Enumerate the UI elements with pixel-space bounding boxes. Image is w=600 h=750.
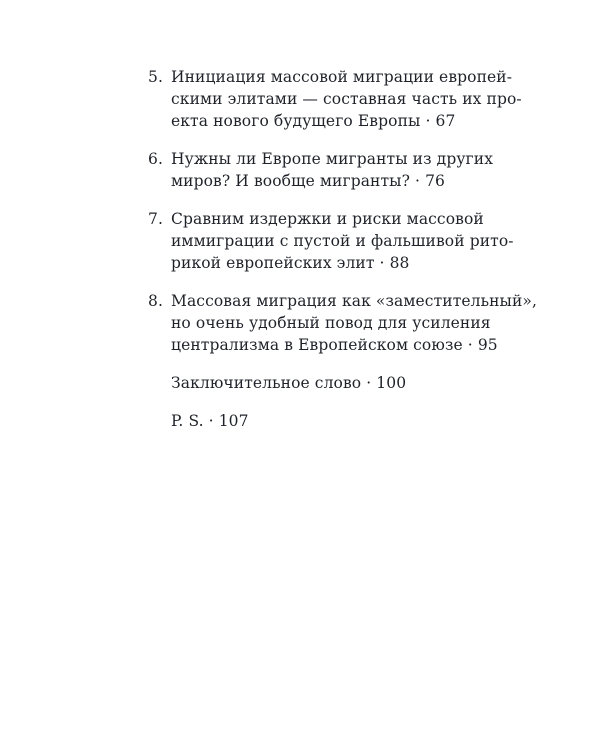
toc-postscript-line: P. S. · 107 (171, 412, 249, 430)
toc-conclusion-line: Заключительное слово · 100 (171, 374, 407, 392)
table-of-contents (148, 66, 548, 448)
toc-line: централизма в Европейском союзе · 95 (171, 336, 498, 354)
toc-entry-8 (148, 290, 548, 356)
toc-entry-number: 8. (148, 292, 163, 310)
toc-entry-5 (148, 66, 548, 132)
toc-line: Инициация массовой миграции европей- (171, 68, 513, 86)
toc-entry-6 (148, 148, 548, 192)
toc-entry-title (171, 208, 548, 274)
toc-line: Массовая миграция как «заместительный», (171, 292, 538, 310)
toc-entry-postscript (148, 410, 548, 432)
toc-line: екта нового будущего Европы · 67 (171, 112, 456, 130)
toc-line: но очень удобный повод для усиления (171, 314, 491, 332)
toc-line: миров? И вообще мигранты? · 76 (171, 172, 446, 190)
toc-line: иммиграции с пустой и фальшивой рито- (171, 232, 514, 250)
toc-entry-number: 5. (148, 68, 163, 86)
toc-entry-title (171, 290, 548, 356)
toc-entry-title (171, 66, 548, 132)
toc-line: скими элитами — составная часть их про- (171, 90, 522, 108)
toc-entry-number: 7. (148, 210, 163, 228)
toc-entry-conclusion (148, 372, 548, 394)
toc-entry-number: 6. (148, 150, 163, 168)
toc-line: Нужны ли Европе мигранты из других (171, 150, 494, 168)
toc-line: Сравним издержки и риски массовой (171, 210, 484, 228)
toc-entry-title (171, 148, 548, 192)
toc-entry-7 (148, 208, 548, 274)
toc-line: рикой европейских элит · 88 (171, 254, 410, 272)
